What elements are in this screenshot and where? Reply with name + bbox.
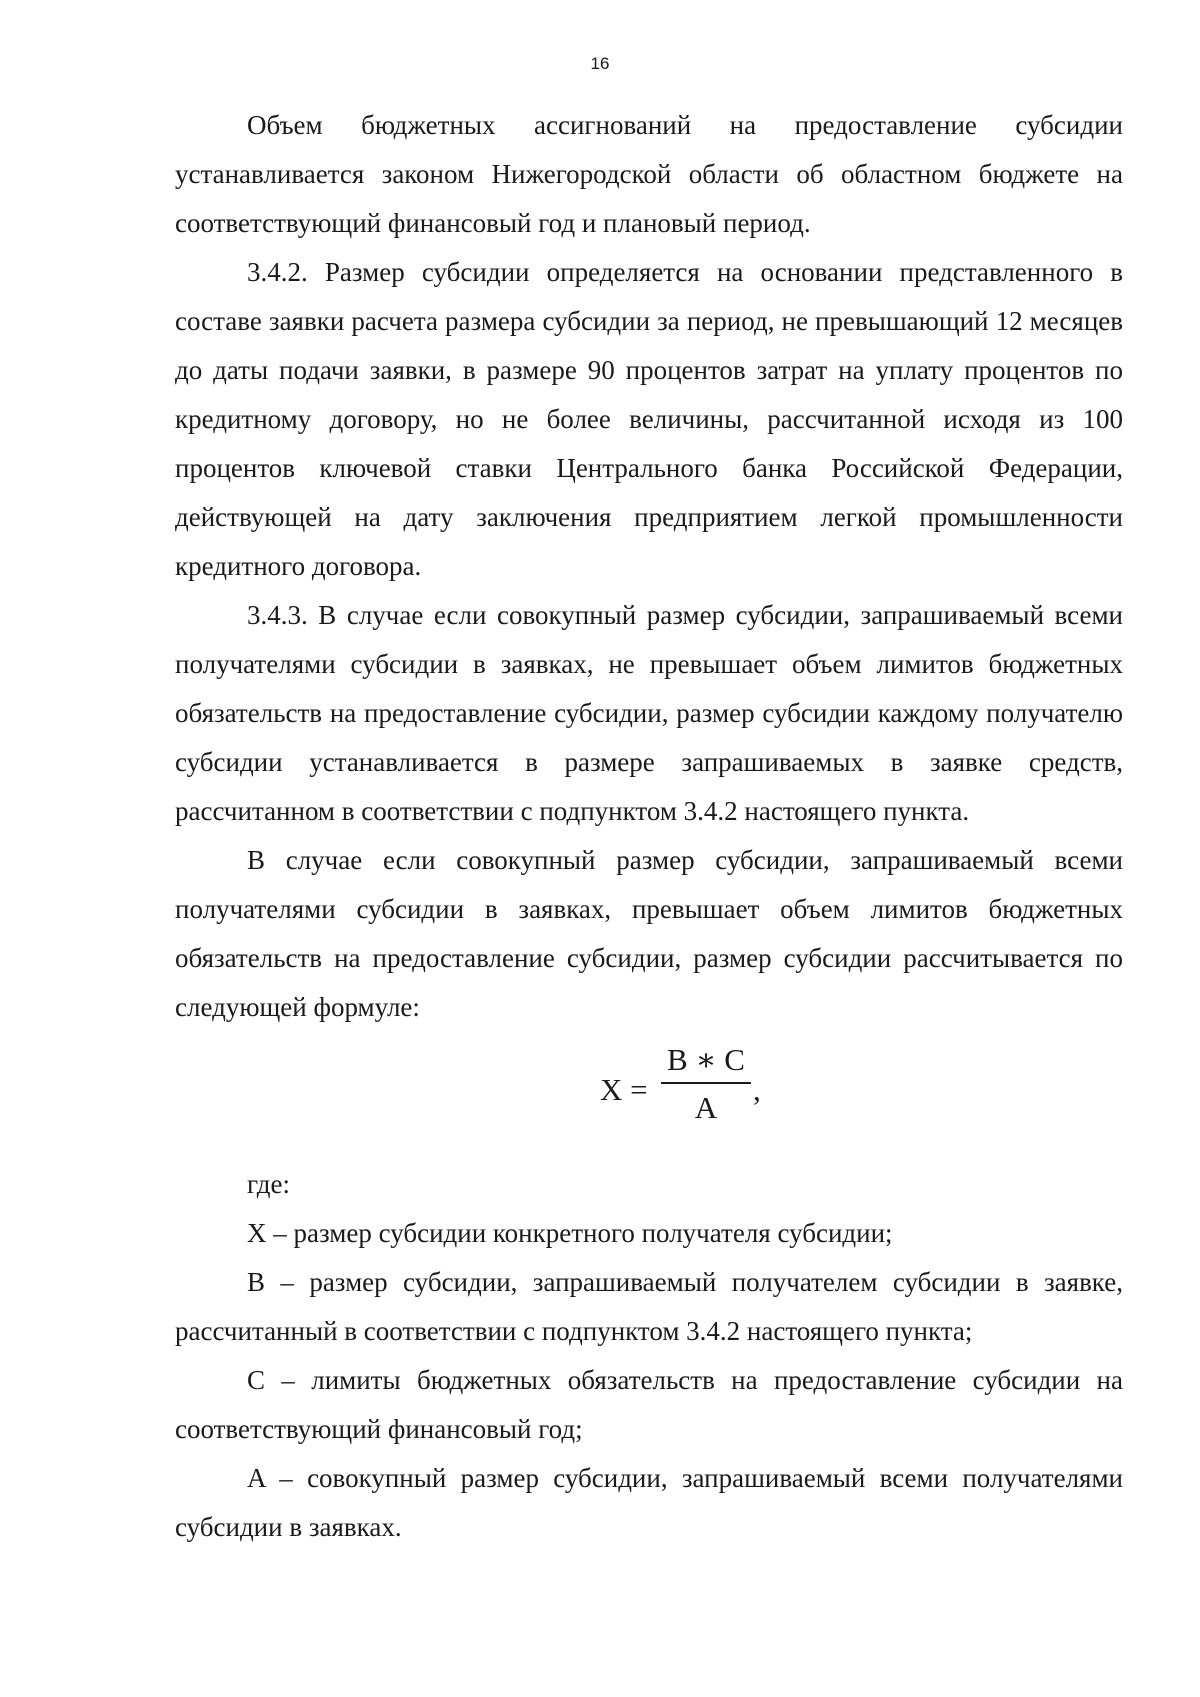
definition-a: A – совокупный размер субсидии, запрашиваемый всеми получателями субсидии в заявках. <box>175 1463 1123 1542</box>
definition-c: C – лимиты бюджетных обязательств на предоставление субсидии на соответствующий финансовый год; <box>175 1365 1123 1444</box>
document-body <box>175 101 1123 1552</box>
definitions-intro: где: <box>247 1169 290 1199</box>
definition-b: B – размер субсидии, запрашиваемый получателем субсидии в заявке, рассчитанный в соответствии с подпунктом 3.4.2 настоящего пункта; <box>175 1267 1123 1346</box>
paragraph-3-4-2: 3.4.2. Размер субсидии определяется на основании представленного в составе заявки расчета размера субсидии за период, не превышающий 12 месяцев до даты подачи заявки, в размере 90 процентов затрат на уплату процентов по кредитному договору, но не более величины, рассчитанной исходя из 100 процентов ключевой ставки Центрального банка Российской Федерации, действующей на дату заключения предприятием легкой промышленности кредитного договора. <box>175 257 1123 581</box>
definition-x: X – размер субсидии конкретного получателя субсидии; <box>247 1218 893 1248</box>
formula-comma: , <box>753 1072 761 1107</box>
formula-fraction <box>661 1042 751 1126</box>
fraction-bar <box>661 1082 751 1084</box>
subsidy-formula <box>175 1034 1123 1156</box>
paragraph-3-4-3: 3.4.3. В случае если совокупный размер субсидии, запрашиваемый всеми получателями субсидии в заявках, не превышает объем лимитов бюджетных обязательств на предоставление субсидии, размер субсидии каждому получателю субсидии устанавливается в размере запрашиваемых в заявке средств, рассчитанном в соответствии с подпунктом 3.4.2 настоящего пункта. <box>175 600 1123 826</box>
paragraph-excess-case: В случае если совокупный размер субсидии, запрашиваемый всеми получателями субсидии в заявках, превышает объем лимитов бюджетных обязательств на предоставление субсидии, размер субсидии рассчитывается по следующей формуле: <box>175 845 1123 1022</box>
formula-denominator: A <box>694 1090 718 1125</box>
paragraph-budget-allocations: Объем бюджетных ассигнований на предоставление субсидии устанавливается законом Нижегородской области об областном бюджете на соответствующий финансовый год и плановый период. <box>175 110 1123 238</box>
page-number: 16 <box>590 54 610 73</box>
formula-lhs: X = <box>600 1072 648 1107</box>
formula-numerator: B ∗ C <box>667 1042 745 1077</box>
